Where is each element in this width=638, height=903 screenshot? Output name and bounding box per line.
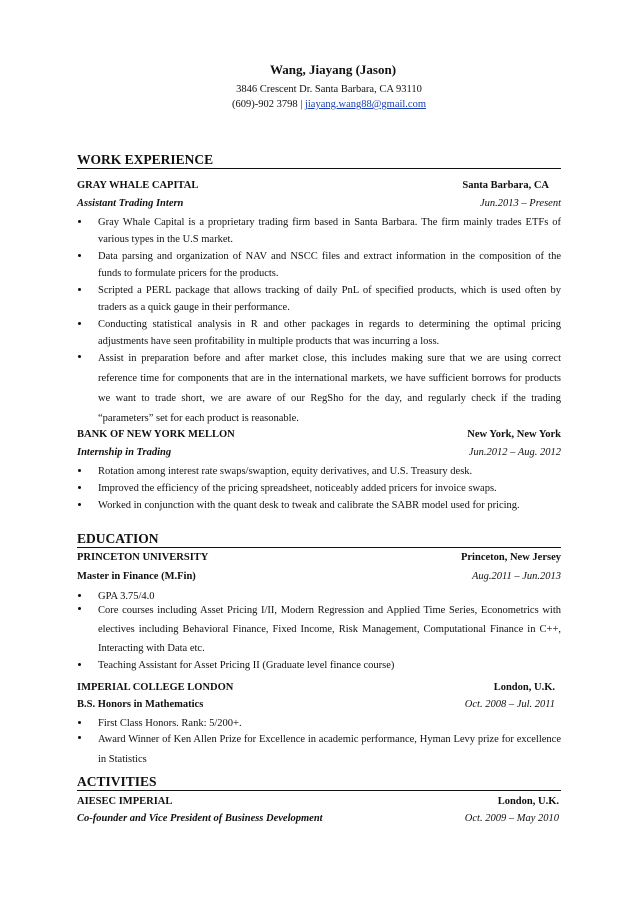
- school-location: Princeton, New Jersey: [460, 552, 561, 563]
- job-role: Assistant Trading Intern: [77, 198, 184, 209]
- activity-location: London, U.K.: [497, 796, 559, 807]
- employer: BANK OF NEW YORK MELLON: [77, 429, 235, 440]
- job-role: Internship in Trading: [77, 447, 172, 458]
- contact-line: [97, 97, 561, 112]
- list-item: Data parsing and organization of NAV and NSCC files and extract information in the composition of the funds to formulate pricers for the products.: [98, 251, 561, 279]
- section-title-education: EDUCATION: [77, 532, 561, 548]
- list-item: Teaching Assistant for Asset Pricing II (Graduate level finance course): [98, 660, 395, 671]
- job-dates: Jun.2013 – Present: [480, 198, 561, 209]
- school-name: PRINCETON UNIVERSITY: [77, 552, 209, 563]
- list-item: Improved the efficiency of the pricing spreadsheet, noticeably added pricers for invoice swaps.: [98, 483, 497, 494]
- list-item: Award Winner of Ken Allen Prize for Excellence in academic performance, Hyman Levy prize for excellence in Statistics: [98, 734, 561, 765]
- job-location: Santa Barbara, CA: [462, 180, 549, 191]
- degree: Master in Finance (M.Fin): [77, 571, 196, 582]
- list-item: Rotation among interest rate swaps/swaption, equity derivatives, and U.S. Treasury desk.: [98, 466, 473, 477]
- activity-org: AIESEC IMPERIAL: [77, 796, 173, 807]
- list-item: GPA 3.75/4.0: [98, 591, 155, 602]
- list-item: Worked in conjunction with the quant desk to tweak and calibrate the SABR model used for pricing.: [98, 500, 520, 511]
- email-link[interactable]: jiayang.wang88@gmail.com: [304, 99, 427, 110]
- phone: (609)-902 3798 |: [231, 99, 305, 110]
- list-item: Gray Whale Capital is a proprietary trading firm based in Santa Barbara. The firm mainly trades ETFs of various types in the U.S market.: [98, 217, 561, 245]
- degree-dates: Aug.2011 – Jun.2013: [471, 571, 561, 582]
- activity-dates: Oct. 2009 – May 2010: [464, 813, 559, 824]
- candidate-name: Wang, Jiayang (Jason): [269, 62, 397, 77]
- list-item: Assist in preparation before and after market close, this includes making sure that we are using correct reference time for components that are in the international markets, we have sufficient borrows for products we want to trade short, we are aware of our RegSho for the day, and regularly check if the trading “parameters” set for each product is reasonable.: [98, 353, 561, 424]
- list-item: First Class Honors. Rank: 5/200+.: [98, 718, 242, 729]
- list-item: Core courses including Asset Pricing I/II, Modern Regression and Applied Time Series, Econometrics with electives including Behavioral Finance, Fixed Income, Risk Management, Computational Finance in C++, Interacting with Data etc.: [98, 605, 561, 654]
- school-name: IMPERIAL COLLEGE LONDON: [77, 682, 234, 693]
- job-dates: Jun.2012 – Aug. 2012: [468, 447, 561, 458]
- address: 3846 Crescent Dr. Santa Barbara, CA 93110: [236, 84, 422, 95]
- section-title-work: WORK EXPERIENCE: [77, 153, 561, 169]
- job-location: New York, New York: [467, 429, 561, 440]
- resume-header: [77, 62, 561, 112]
- school-location: London, U.K.: [493, 682, 555, 693]
- degree: B.S. Honors in Mathematics: [77, 699, 204, 710]
- list-item: Scripted a PERL package that allows tracking of daily PnL of specified products, which is used often by traders as a quick gauge in their performance.: [98, 285, 561, 313]
- activity-role: Co-founder and Vice President of Business Development: [77, 813, 323, 824]
- list-item: Conducting statistical analysis in R and other packages in regards to determining the optimal pricing adjustments have seen profitability in multiple products that was incurring a loss.: [98, 319, 561, 347]
- employer: GRAY WHALE CAPITAL: [77, 180, 199, 191]
- section-title-activities: ACTIVITIES: [77, 775, 561, 791]
- degree-dates: Oct. 2008 – Jul. 2011: [464, 699, 555, 710]
